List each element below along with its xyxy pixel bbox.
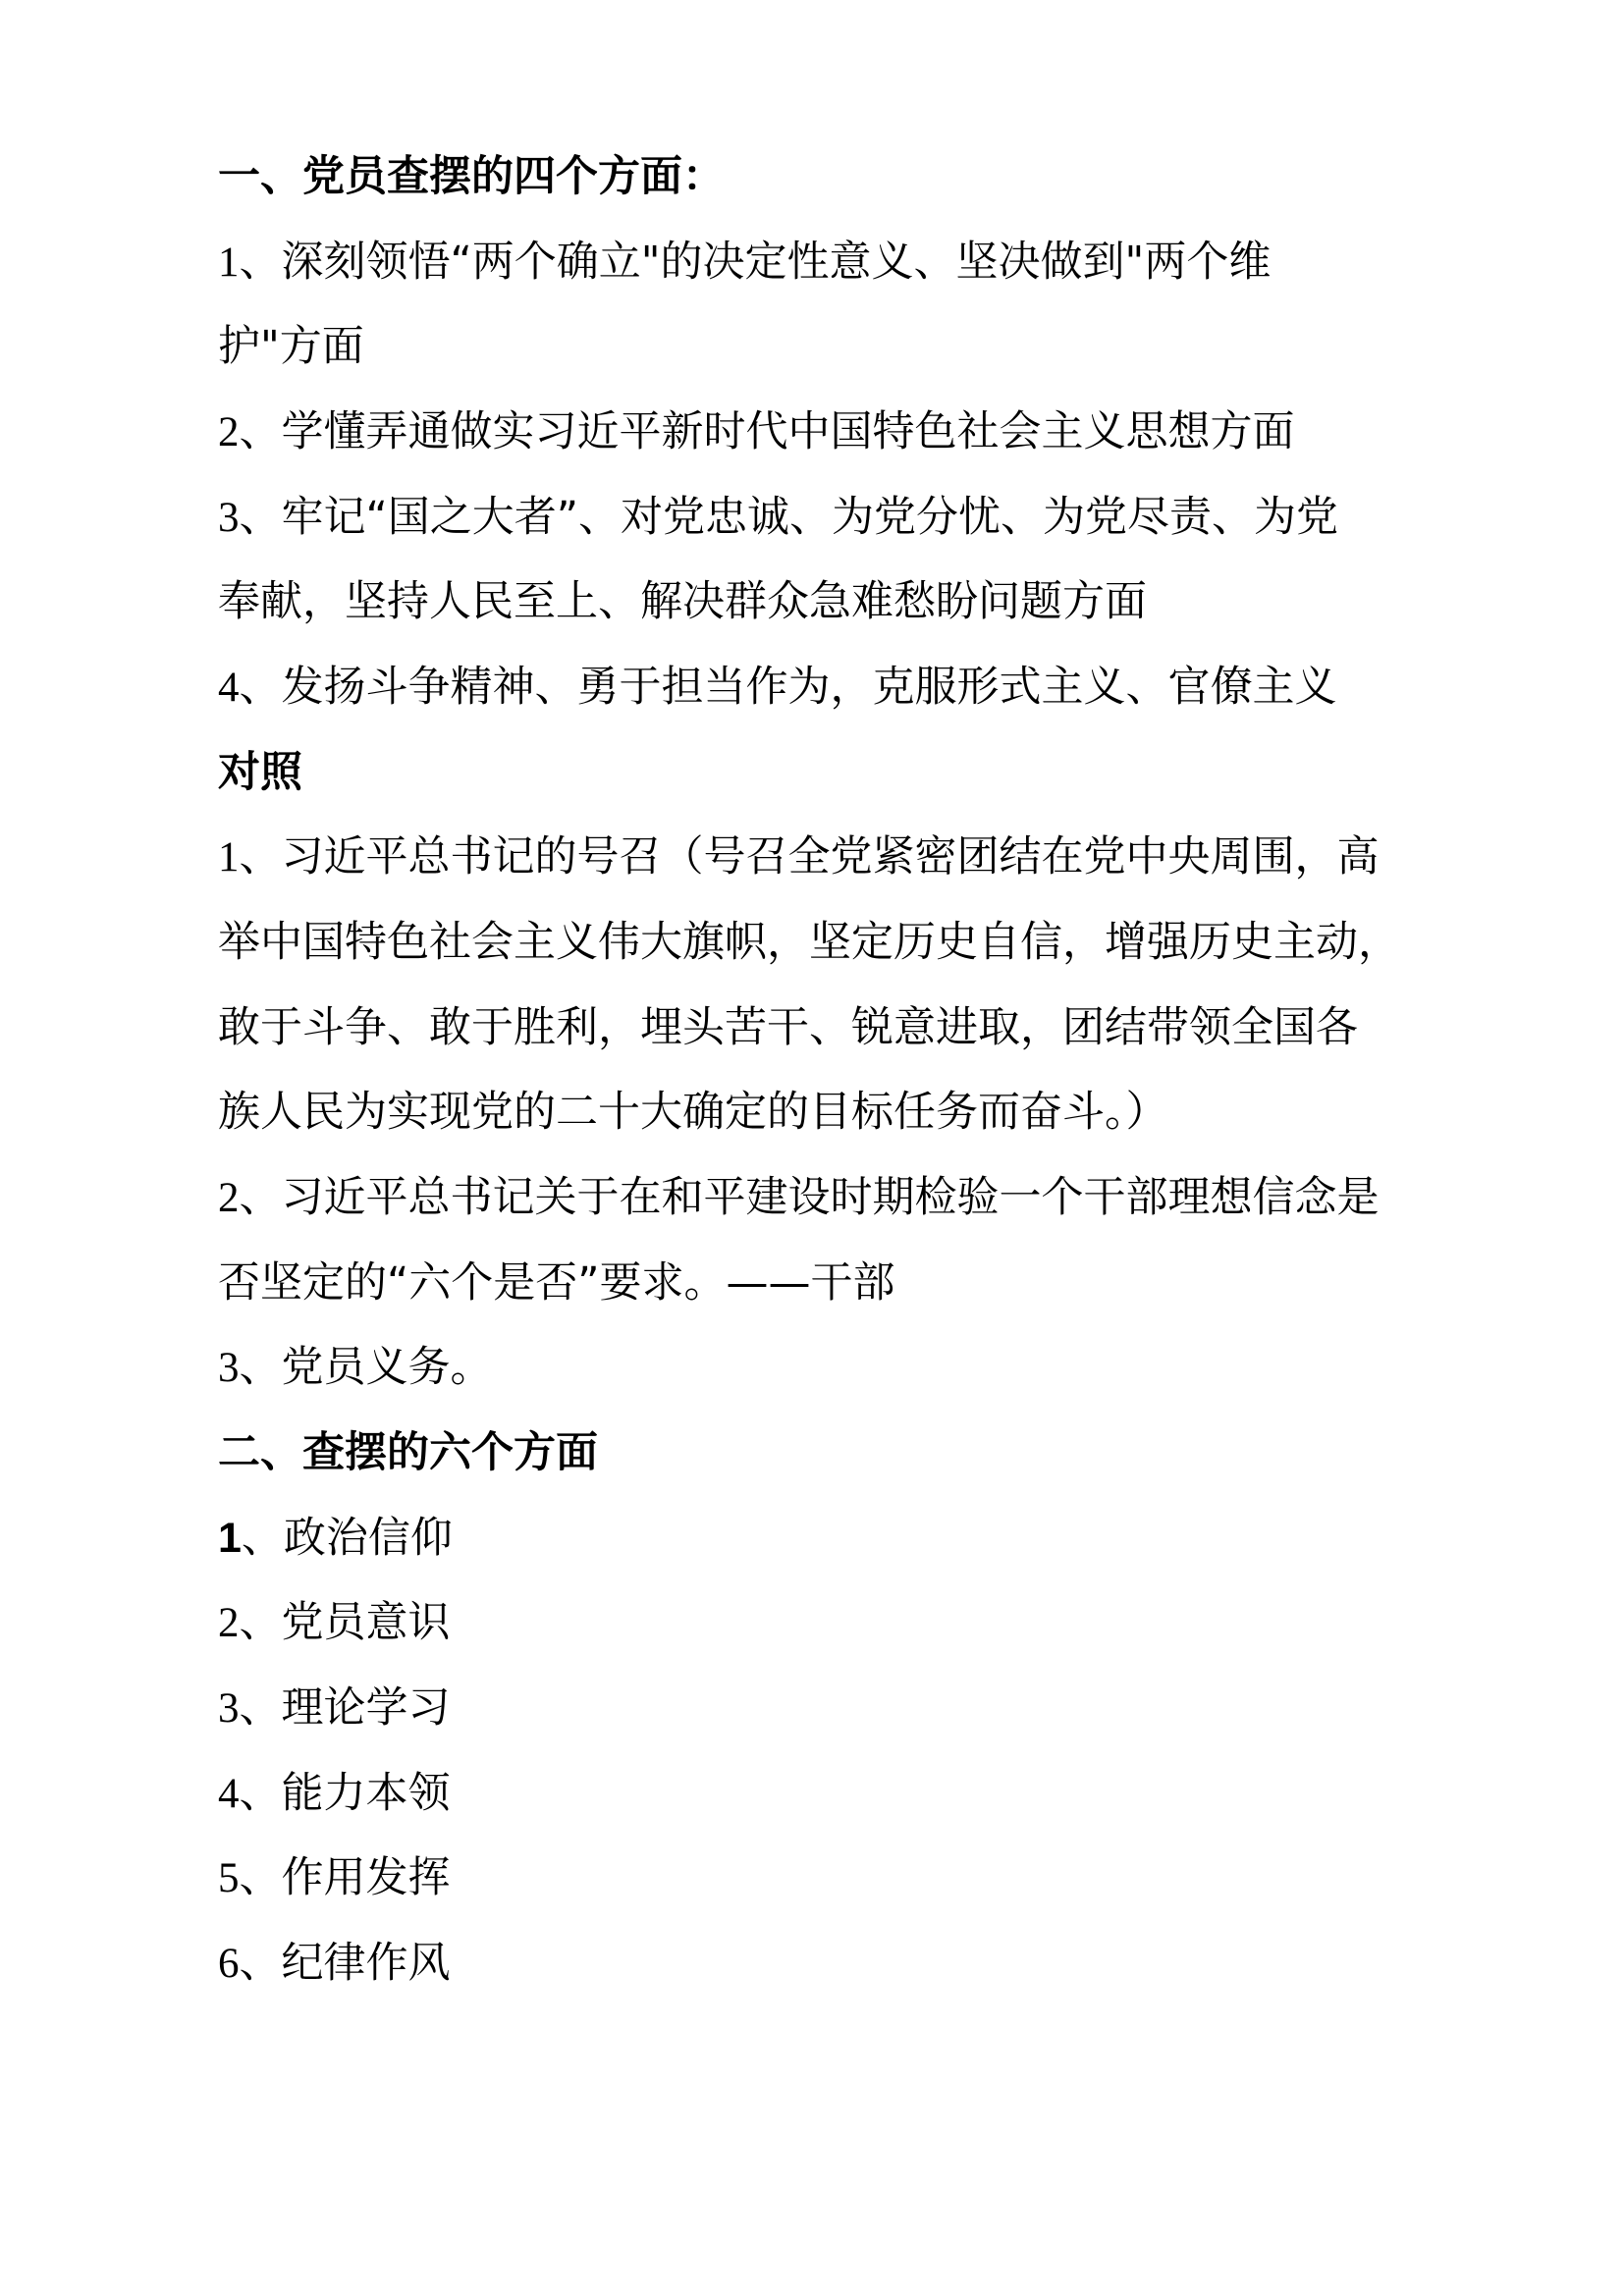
section2-item-1: [218, 1509, 1435, 1568]
comparison-item-2-cont: 否坚定的“六个是否”要求。——干部: [218, 1258, 895, 1308]
item-number: 3: [218, 1685, 240, 1732]
item-text: 、能力本领: [239, 1769, 451, 1818]
item-number: 4: [218, 1771, 240, 1817]
section2-item-2: [218, 1593, 1435, 1652]
item-text: 、牢记“国之大者”、对党忠诚、为党分忧、为党尽责、为党: [239, 493, 1339, 542]
comparison-heading: 对照: [218, 748, 302, 797]
comparison-item-2: [218, 1168, 1435, 1227]
item-text: 、作用发挥: [239, 1853, 451, 1902]
item-text: 、学懂弄通做实习近平新时代中国特色社会主义思想方面: [239, 407, 1295, 456]
section1-item-3-cont: 奉献，坚持人民至上、解决群众急难愁盼问题方面: [218, 577, 1147, 626]
section1-item-1-cont: 护"方面: [218, 322, 364, 371]
item-text: 、理论学习: [239, 1683, 451, 1733]
comparison-item-1: [218, 828, 1435, 886]
comparison-item-1-cont-3: 族人民为实现党的二十大确定的目标任务而奋斗。）: [218, 1088, 1168, 1137]
item-number: 2: [218, 1175, 240, 1221]
item-text: 、习近平总书记关于在和平建设时期检验一个干部理想信念是: [239, 1173, 1380, 1222]
section1-item-4: [218, 658, 1435, 717]
item-text: 、党员义务。: [239, 1343, 493, 1392]
section2-item-4: [218, 1764, 1435, 1823]
section1-heading: 一、党员查摆的四个方面：: [218, 152, 725, 201]
item-number: 1: [218, 240, 240, 286]
section2-item-3: [218, 1679, 1435, 1737]
item-number: 6: [218, 1941, 240, 1987]
item-text: 、习近平总书记的号召（号召全党紧密团结在党中央周围，高: [239, 832, 1380, 881]
item-number: 1: [218, 1515, 242, 1562]
comparison-item-1-cont-1: 举中国特色社会主义伟大旗帜，坚定历史自信，增强历史主动，: [218, 918, 1400, 967]
item-number: 2: [218, 1600, 240, 1646]
item-text: 、发扬斗争精神、勇于担当作为，克服形式主义、官僚主义: [239, 663, 1337, 712]
comparison-item-1-cont-2: 敢于斗争、敢于胜利，埋头苦干、锐意进取，团结带领全国各: [218, 1003, 1358, 1052]
item-text: 、纪律作风: [239, 1939, 451, 1988]
item-number: 2: [218, 409, 240, 455]
item-text: 、政治信仰: [241, 1514, 453, 1563]
item-number: 3: [218, 495, 240, 541]
section1-item-1: [218, 233, 1435, 292]
item-text: 、深刻领悟“两个确立"的决定性意义、坚决做到"两个维: [239, 238, 1272, 287]
section1-item-3: [218, 488, 1435, 547]
section2-item-6: [218, 1934, 1435, 1993]
section2-heading: 二、查摆的六个方面: [218, 1428, 598, 1477]
item-text: 、党员意识: [239, 1598, 451, 1647]
section1-item-2: [218, 402, 1435, 461]
item-number: 3: [218, 1345, 240, 1391]
comparison-item-3: [218, 1338, 1435, 1397]
item-number: 4: [218, 665, 240, 711]
item-number: 1: [218, 834, 240, 881]
item-number: 5: [218, 1855, 240, 1901]
section2-item-5: [218, 1848, 1435, 1907]
